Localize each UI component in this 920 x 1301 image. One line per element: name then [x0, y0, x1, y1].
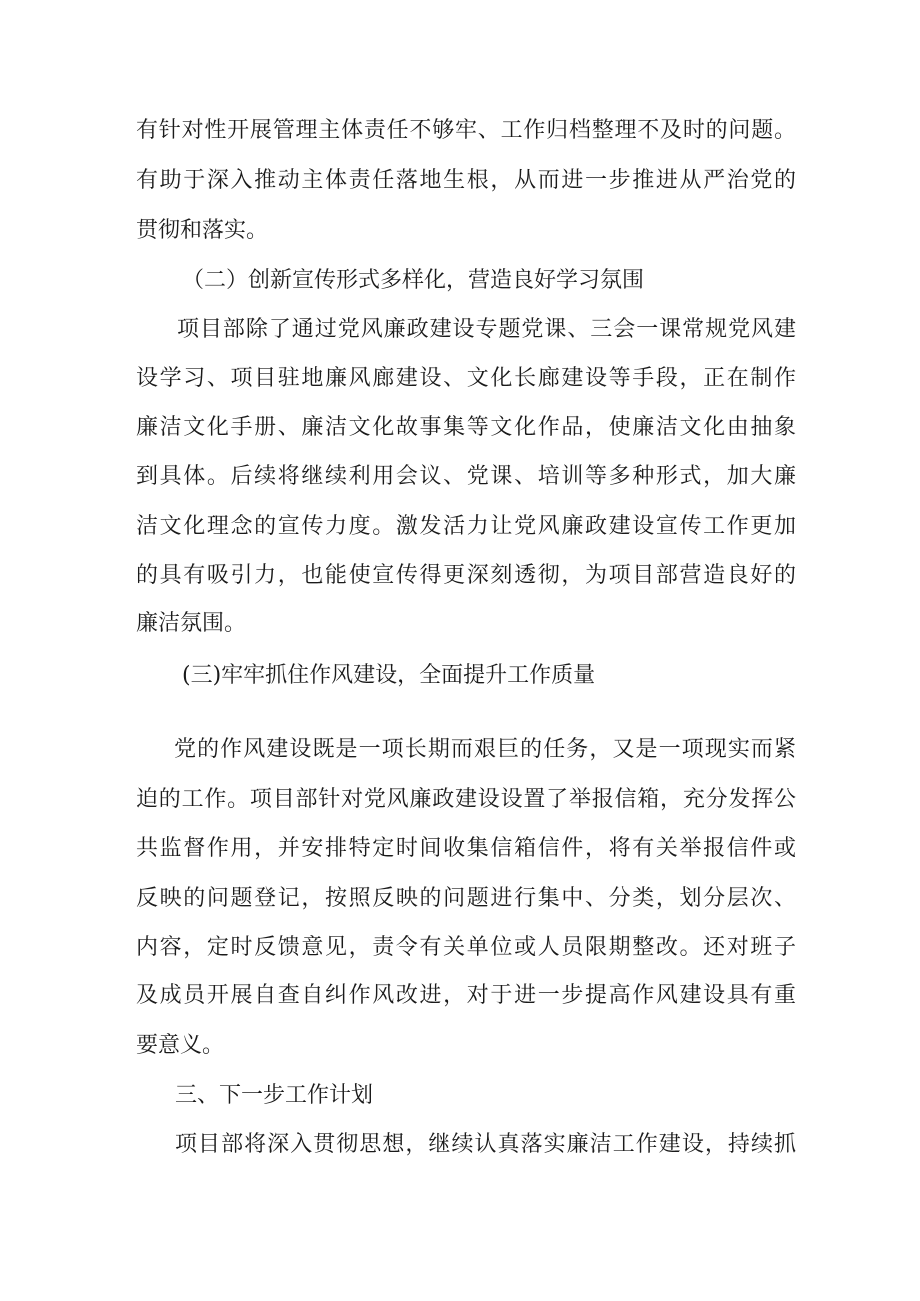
- section-heading-2: （二）创新宣传形式多样化，营造良好学习氛围: [182, 268, 645, 293]
- paragraph-line: 廉洁文化手册、廉洁文化故事集等文化作品，使廉洁文化由抽象: [136, 415, 796, 440]
- paragraph-line: 洁文化理念的宣传力度。激发活力让党风廉政建设宣传工作更加: [136, 514, 796, 539]
- paragraph-line: 项目部将深入贯彻思想，继续认真落实廉洁工作建设，持续抓: [175, 1132, 796, 1157]
- paragraph-line: 迫的工作。项目部针对党风廉政建设设置了举报信箱，充分发挥公: [136, 787, 796, 812]
- paragraph-line: 内容，定时反馈意见，责令有关单位或人员限期整改。还对班子: [136, 935, 796, 960]
- paragraph-line: 有针对性开展管理主体责任不够牢、工作归档整理不及时的问题。: [136, 118, 796, 143]
- paragraph-line: 到具体。后续将继续利用会议、党课、培训等多种形式，加大廉: [136, 464, 796, 489]
- paragraph-line: 反映的问题登记，按照反映的问题进行集中、分类，划分层次、: [136, 886, 796, 911]
- paragraph-line: 有助于深入推动主体责任落地生根，从而进一步推进从严治党的: [136, 168, 796, 193]
- paragraph-line: 党的作风建设既是一项长期而艰巨的任务，又是一项现实而紧: [174, 737, 796, 762]
- section-heading-3: (三)牢牢抓住作风建设，全面提升工作质量: [182, 663, 596, 688]
- paragraph-line: 及成员开展自查自纠作风改进，对于进一步提高作风建设具有重: [136, 983, 796, 1008]
- paragraph-line: 要意义。: [136, 1033, 225, 1058]
- paragraph-line: 贯彻和落实。: [136, 218, 269, 243]
- paragraph-line: 设学习、项目驻地廉风廊建设、文化长廊建设等手段，正在制作: [136, 366, 796, 391]
- paragraph-line: 项目部除了通过党风廉政建设专题党课、三会一课常规党风建: [177, 317, 796, 342]
- section-heading-next-steps: 三、下一步工作计划: [175, 1083, 374, 1108]
- paragraph-line: 的具有吸引力，也能使宣传得更深刻透彻，为项目部营造良好的: [136, 563, 796, 588]
- paragraph-line: 廉洁氛围。: [136, 611, 247, 636]
- paragraph-line: 共监督作用，并安排特定时间收集信箱信件，将有关举报信件或: [136, 836, 796, 861]
